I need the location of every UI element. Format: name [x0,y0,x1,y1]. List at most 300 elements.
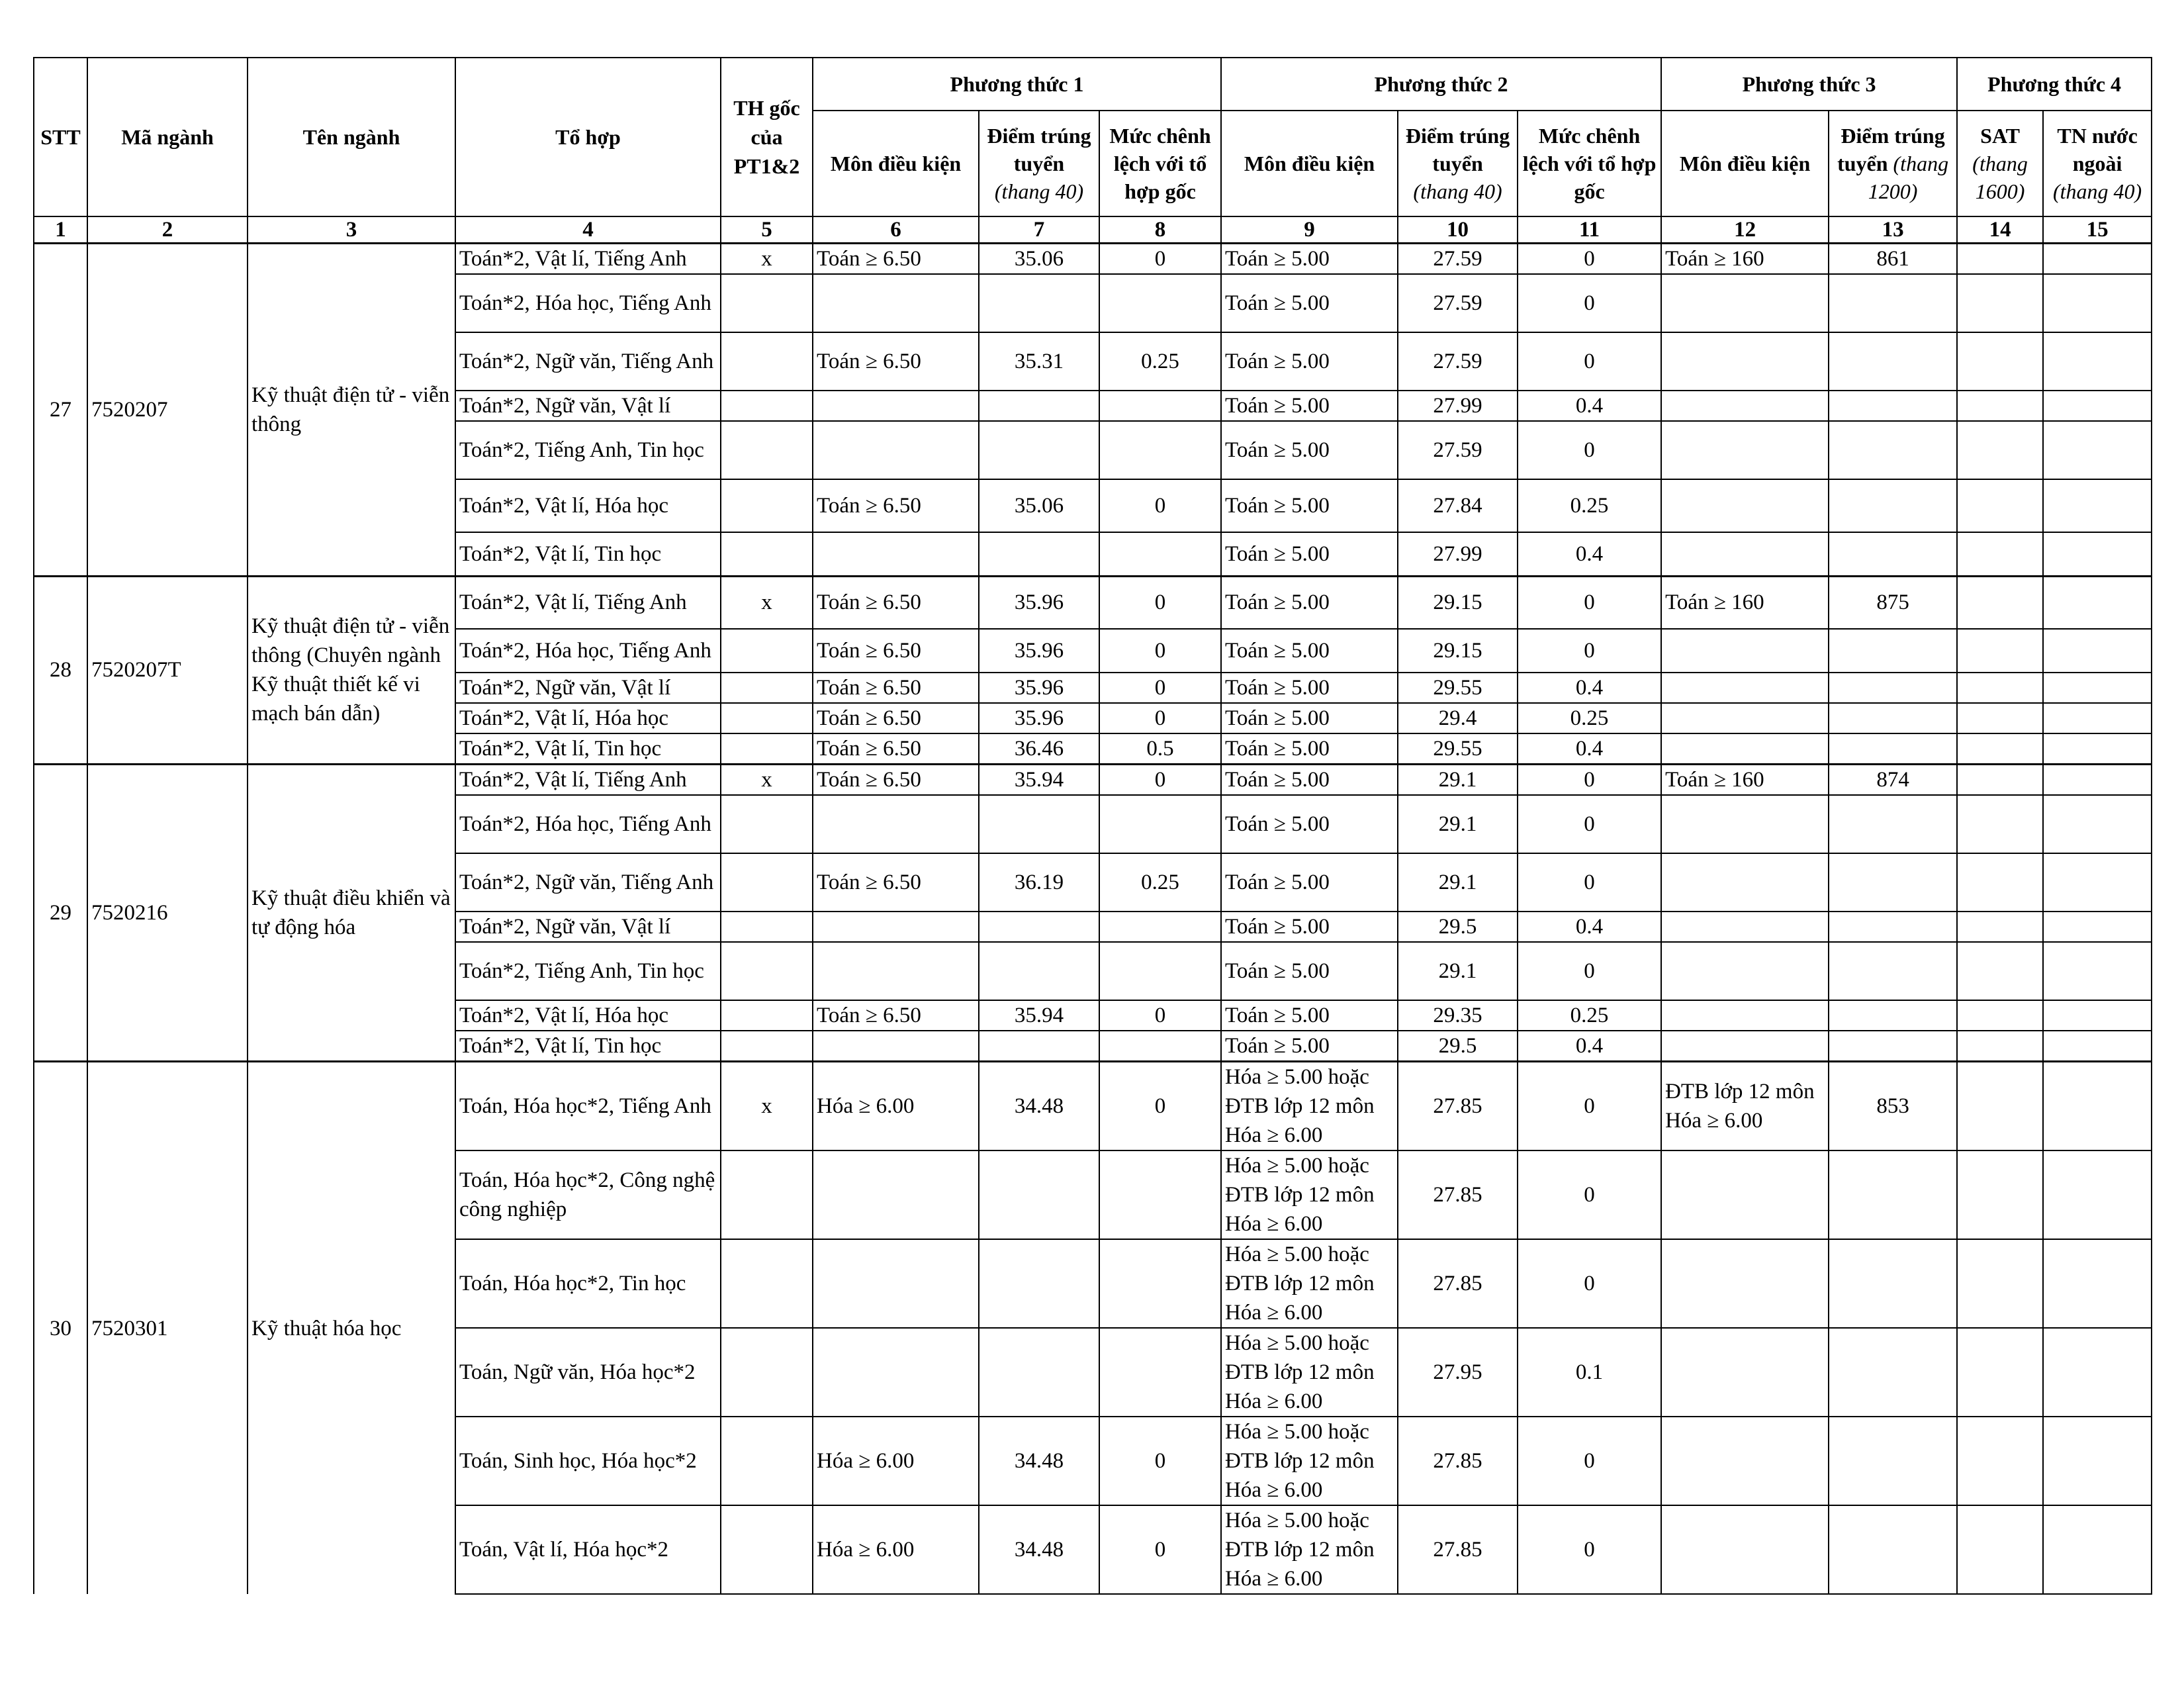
pt3-score: 861 [1829,244,1957,275]
pt1-difference: 0 [1099,1505,1221,1594]
table-row [34,1062,2152,1151]
pt4-foreign [2043,703,2152,733]
pt3-condition [1661,274,1829,332]
pt2-condition: Toán ≥ 5.00 [1221,421,1398,479]
pt1-difference: 0 [1099,576,1221,629]
pt2-difference: 0 [1518,1417,1661,1505]
pt1-score: 34.48 [979,1062,1099,1151]
header-pt1-mon-dieu-kien: Môn điều kiện [813,111,979,216]
pt1-condition [813,532,979,576]
combination: Toán*2, Vật lí, Tiếng Anh [455,576,721,629]
pt4-foreign [2043,733,2152,765]
column-number: 8 [1099,216,1221,244]
combination: Toán, Hóa học*2, Tiếng Anh [455,1062,721,1151]
pt4-sat [1957,479,2043,532]
header-pt2-diem-label: Điểm trúng tuyển [1405,124,1510,175]
column-number: 3 [248,216,455,244]
pt3-score [1829,1239,1957,1328]
pt2-score: 27.85 [1398,1062,1518,1151]
base-combination-mark [721,1417,813,1505]
pt2-difference: 0.25 [1518,703,1661,733]
pt2-score: 27.84 [1398,479,1518,532]
base-combination-mark [721,703,813,733]
pt2-score: 29.1 [1398,853,1518,912]
pt1-difference [1099,912,1221,942]
table-row [34,576,2152,629]
pt1-condition: Hóa ≥ 6.00 [813,1417,979,1505]
pt1-condition: Hóa ≥ 6.00 [813,1062,979,1151]
pt3-condition [1661,532,1829,576]
program-code: 7520207 [87,244,248,577]
pt1-condition: Toán ≥ 6.50 [813,629,979,673]
pt2-condition: Toán ≥ 5.00 [1221,629,1398,673]
pt4-sat [1957,1062,2043,1151]
pt2-difference: 0 [1518,1239,1661,1328]
base-combination-mark [721,853,813,912]
base-combination-mark [721,1031,813,1062]
pt4-foreign [2043,629,2152,673]
pt3-score [1829,1031,1957,1062]
header-pt2-mon-dieu-kien: Môn điều kiện [1221,111,1398,216]
program-name: Kỹ thuật điện tử - viễn thông [248,244,455,577]
pt1-difference [1099,1328,1221,1417]
pt3-score [1829,942,1957,1000]
header-pt2-diem [1398,111,1518,216]
pt2-difference: 0.4 [1518,673,1661,703]
pt3-condition [1661,795,1829,853]
header-phuong-thuc-4: Phương thức 4 [1957,58,2152,111]
combination: Toán*2, Ngữ văn, Vật lí [455,391,721,421]
pt4-foreign [2043,421,2152,479]
pt2-condition: Hóa ≥ 5.00 hoặc ĐTB lớp 12 môn Hóa ≥ 6.00 [1221,1150,1398,1239]
pt2-score: 27.59 [1398,244,1518,275]
pt2-condition: Toán ≥ 5.00 [1221,942,1398,1000]
pt2-difference: 0.1 [1518,1328,1661,1417]
pt3-score [1829,391,1957,421]
pt3-condition [1661,1505,1829,1594]
pt2-score: 29.5 [1398,912,1518,942]
column-number: 13 [1829,216,1957,244]
pt3-condition [1661,703,1829,733]
pt3-score [1829,1150,1957,1239]
header-phuong-thuc-1: Phương thức 1 [813,58,1221,111]
header-pt3-mon-dieu-kien: Môn điều kiện [1661,111,1829,216]
pt1-condition [813,1328,979,1417]
header-pt1-diem [979,111,1099,216]
pt2-score: 27.99 [1398,391,1518,421]
base-combination-mark [721,421,813,479]
pt4-sat [1957,942,2043,1000]
pt1-score [979,391,1099,421]
pt1-difference: 0 [1099,673,1221,703]
pt1-difference [1099,274,1221,332]
column-number: 4 [455,216,721,244]
pt1-difference: 0.25 [1099,332,1221,391]
header-pt3-diem-label: Điểm trúng tuyển [1837,124,1945,175]
pt4-sat [1957,576,2043,629]
program-stt: 28 [34,576,87,765]
column-number: 10 [1398,216,1518,244]
pt3-condition [1661,421,1829,479]
pt2-score: 27.85 [1398,1239,1518,1328]
header-pt1-diem-scale: (thang 40) [994,179,1084,203]
pt1-condition: Toán ≥ 6.50 [813,673,979,703]
combination: Toán*2, Tiếng Anh, Tin học [455,421,721,479]
pt3-score [1829,332,1957,391]
pt2-score: 29.5 [1398,1031,1518,1062]
pt3-condition [1661,391,1829,421]
pt2-condition: Toán ≥ 5.00 [1221,332,1398,391]
pt3-condition [1661,1150,1829,1239]
combination: Toán, Hóa học*2, Công nghệ công nghiệp [455,1150,721,1239]
pt3-score [1829,673,1957,703]
pt2-condition: Toán ≥ 5.00 [1221,532,1398,576]
pt1-condition [813,795,979,853]
pt3-condition [1661,332,1829,391]
table-row [34,244,2152,275]
pt2-score: 29.1 [1398,942,1518,1000]
combination: Toán*2, Vật lí, Tin học [455,733,721,765]
combination: Toán, Hóa học*2, Tin học [455,1239,721,1328]
combination: Toán*2, Vật lí, Tiếng Anh [455,765,721,796]
base-combination-mark [721,1505,813,1594]
pt1-score: 34.48 [979,1417,1099,1505]
pt2-score: 27.59 [1398,274,1518,332]
pt3-score [1829,1505,1957,1594]
pt4-foreign [2043,1031,2152,1062]
pt3-score [1829,912,1957,942]
pt3-score [1829,853,1957,912]
base-combination-mark: x [721,576,813,629]
pt1-score [979,1031,1099,1062]
pt4-foreign [2043,391,2152,421]
combination: Toán*2, Vật lí, Hóa học [455,479,721,532]
base-combination-mark [721,479,813,532]
combination: Toán*2, Vật lí, Tin học [455,532,721,576]
base-combination-mark [721,332,813,391]
pt1-condition: Toán ≥ 6.50 [813,244,979,275]
header-pt4-tn-label: TN nước ngoài [2057,124,2138,175]
pt1-condition [813,421,979,479]
header-pt3-diem [1829,111,1957,216]
pt3-condition: Toán ≥ 160 [1661,765,1829,796]
pt1-score: 35.96 [979,673,1099,703]
pt2-score: 29.1 [1398,795,1518,853]
pt4-sat [1957,1239,2043,1328]
pt4-foreign [2043,332,2152,391]
pt2-score: 29.4 [1398,703,1518,733]
combination: Toán*2, Vật lí, Tiếng Anh [455,244,721,275]
pt2-condition: Toán ≥ 5.00 [1221,244,1398,275]
pt1-condition: Toán ≥ 6.50 [813,765,979,796]
pt1-score: 35.96 [979,629,1099,673]
pt3-score [1829,733,1957,765]
pt4-foreign [2043,673,2152,703]
pt1-condition [813,274,979,332]
combination: Toán, Ngữ văn, Hóa học*2 [455,1328,721,1417]
pt1-condition: Toán ≥ 6.50 [813,1000,979,1031]
pt2-condition: Toán ≥ 5.00 [1221,853,1398,912]
pt2-difference: 0 [1518,1505,1661,1594]
pt1-difference [1099,421,1221,479]
program-stt: 27 [34,244,87,577]
pt4-sat [1957,421,2043,479]
header-pt3-diem-scale: (thang 1200) [1868,152,1949,203]
pt4-sat [1957,332,2043,391]
header-to-hop: Tổ hợp [455,58,721,216]
pt4-sat [1957,244,2043,275]
header-pt4-sat-label: SAT [1980,124,2021,148]
pt1-condition: Toán ≥ 6.50 [813,576,979,629]
pt2-condition: Toán ≥ 5.00 [1221,795,1398,853]
base-combination-mark [721,391,813,421]
pt2-score: 29.35 [1398,1000,1518,1031]
combination: Toán, Vật lí, Hóa học*2 [455,1505,721,1594]
column-number: 1 [34,216,87,244]
admission-score-table [33,57,2152,1595]
header-pt4-tn-scale: (thang 40) [2052,179,2142,203]
pt2-difference: 0 [1518,765,1661,796]
pt2-difference: 0 [1518,576,1661,629]
header-phuong-thuc-3: Phương thức 3 [1661,58,1957,111]
base-combination-mark: x [721,1062,813,1151]
header-ma-nganh: Mã ngành [87,58,248,216]
pt2-difference: 0.4 [1518,532,1661,576]
column-number: 2 [87,216,248,244]
pt4-sat [1957,765,2043,796]
header-phuong-thuc-2: Phương thức 2 [1221,58,1661,111]
header-ten-nganh: Tên ngành [248,58,455,216]
pt1-score: 35.94 [979,1000,1099,1031]
pt3-condition [1661,912,1829,942]
pt2-difference: 0 [1518,629,1661,673]
pt4-sat [1957,1150,2043,1239]
pt4-sat [1957,532,2043,576]
pt1-score: 34.48 [979,1505,1099,1594]
pt4-sat [1957,795,2043,853]
pt4-sat [1957,853,2043,912]
pt1-condition: Hóa ≥ 6.00 [813,1505,979,1594]
pt4-sat [1957,391,2043,421]
pt2-condition: Toán ≥ 5.00 [1221,1000,1398,1031]
pt1-difference [1099,1031,1221,1062]
pt1-condition: Toán ≥ 6.50 [813,733,979,765]
pt1-condition [813,912,979,942]
pt2-condition: Toán ≥ 5.00 [1221,765,1398,796]
pt2-condition: Toán ≥ 5.00 [1221,673,1398,703]
column-number: 15 [2043,216,2152,244]
pt1-difference: 0 [1099,765,1221,796]
pt1-difference [1099,1239,1221,1328]
combination: Toán*2, Vật lí, Hóa học [455,703,721,733]
pt2-difference: 0 [1518,1150,1661,1239]
pt2-score: 29.15 [1398,576,1518,629]
pt3-score: 875 [1829,576,1957,629]
pt1-score [979,912,1099,942]
base-combination-mark [721,912,813,942]
pt3-condition [1661,1417,1829,1505]
pt3-score [1829,1000,1957,1031]
pt1-score: 35.96 [979,703,1099,733]
pt3-score [1829,421,1957,479]
pt1-difference [1099,942,1221,1000]
combination: Toán*2, Ngữ văn, Vật lí [455,912,721,942]
pt3-score [1829,703,1957,733]
pt1-score [979,942,1099,1000]
pt1-condition: Toán ≥ 6.50 [813,853,979,912]
base-combination-mark [721,1239,813,1328]
pt1-score [979,274,1099,332]
base-combination-mark [721,673,813,703]
pt1-condition [813,1031,979,1062]
pt1-condition [813,1239,979,1328]
pt2-difference: 0.4 [1518,391,1661,421]
pt4-foreign [2043,765,2152,796]
pt2-difference: 0 [1518,853,1661,912]
pt4-sat [1957,673,2043,703]
pt4-sat [1957,1000,2043,1031]
pt1-score [979,795,1099,853]
column-number: 7 [979,216,1099,244]
pt4-sat [1957,703,2043,733]
pt4-foreign [2043,795,2152,853]
pt1-difference: 0 [1099,479,1221,532]
pt4-foreign [2043,1239,2152,1328]
program-name: Kỹ thuật điện tử - viễn thông (Chuyên ngành Kỹ thuật thiết kế vi mạch bán dẫn) [248,576,455,765]
pt1-difference: 0.25 [1099,853,1221,912]
header-pt4-tn [2043,111,2152,216]
pt3-score: 853 [1829,1062,1957,1151]
column-number: 12 [1661,216,1829,244]
column-number: 5 [721,216,813,244]
pt4-foreign [2043,274,2152,332]
pt2-difference: 0 [1518,942,1661,1000]
pt3-score [1829,1417,1957,1505]
pt2-difference: 0.4 [1518,733,1661,765]
base-combination-mark [721,1000,813,1031]
combination: Toán*2, Tiếng Anh, Tin học [455,942,721,1000]
pt2-score: 27.59 [1398,421,1518,479]
pt4-sat [1957,912,2043,942]
pt2-condition: Toán ≥ 5.00 [1221,274,1398,332]
pt3-condition [1661,942,1829,1000]
program-code: 7520301 [87,1062,248,1595]
pt4-foreign [2043,244,2152,275]
combination: Toán*2, Hóa học, Tiếng Anh [455,795,721,853]
combination: Toán*2, Vật lí, Hóa học [455,1000,721,1031]
pt2-condition: Toán ≥ 5.00 [1221,733,1398,765]
pt2-difference: 0 [1518,421,1661,479]
pt1-score [979,532,1099,576]
pt3-score [1829,274,1957,332]
pt1-score: 35.31 [979,332,1099,391]
pt4-sat [1957,629,2043,673]
base-combination-mark [721,942,813,1000]
table-body [34,244,2152,1595]
pt1-difference: 0 [1099,629,1221,673]
pt2-difference: 0.25 [1518,1000,1661,1031]
program-name: Kỹ thuật điều khiển và tự động hóa [248,765,455,1062]
pt4-sat [1957,1328,2043,1417]
header-th-goc: TH gốc của PT1&2 [721,58,813,216]
pt2-condition: Toán ≥ 5.00 [1221,479,1398,532]
column-number: 6 [813,216,979,244]
pt2-score: 29.15 [1398,629,1518,673]
pt1-difference [1099,391,1221,421]
pt2-difference: 0.4 [1518,912,1661,942]
base-combination-mark [721,733,813,765]
pt2-condition: Toán ≥ 5.00 [1221,703,1398,733]
pt3-condition [1661,1239,1829,1328]
column-number-row [34,216,2152,244]
column-number: 9 [1221,216,1398,244]
pt4-foreign [2043,853,2152,912]
pt1-condition [813,942,979,1000]
pt1-score: 36.19 [979,853,1099,912]
base-combination-mark: x [721,765,813,796]
pt4-sat [1957,274,2043,332]
pt3-condition [1661,1000,1829,1031]
column-number: 11 [1518,216,1661,244]
pt1-score: 35.94 [979,765,1099,796]
pt4-foreign [2043,1062,2152,1151]
base-combination-mark [721,532,813,576]
pt4-sat [1957,1417,2043,1505]
pt4-foreign [2043,1505,2152,1594]
pt1-condition [813,391,979,421]
combination: Toán*2, Ngữ văn, Vật lí [455,673,721,703]
pt2-difference: 0.25 [1518,479,1661,532]
pt4-foreign [2043,942,2152,1000]
pt3-condition [1661,629,1829,673]
pt3-score [1829,795,1957,853]
pt4-foreign [2043,479,2152,532]
pt3-condition [1661,1328,1829,1417]
pt4-foreign [2043,1328,2152,1417]
table-row [34,765,2152,796]
pt1-score [979,1328,1099,1417]
pt1-condition: Toán ≥ 6.50 [813,703,979,733]
pt3-condition: Toán ≥ 160 [1661,576,1829,629]
pt3-condition [1661,1031,1829,1062]
pt1-difference [1099,532,1221,576]
pt1-score [979,1239,1099,1328]
pt2-score: 29.55 [1398,733,1518,765]
combination: Toán*2, Hóa học, Tiếng Anh [455,274,721,332]
program-stt: 29 [34,765,87,1062]
pt3-score [1829,1328,1957,1417]
pt3-condition: Toán ≥ 160 [1661,244,1829,275]
pt2-difference: 0 [1518,1062,1661,1151]
combination: Toán, Sinh học, Hóa học*2 [455,1417,721,1505]
pt3-score [1829,479,1957,532]
combination: Toán*2, Ngữ văn, Tiếng Anh [455,332,721,391]
pt2-score: 27.59 [1398,332,1518,391]
pt2-condition: Hóa ≥ 5.00 hoặc ĐTB lớp 12 môn Hóa ≥ 6.00 [1221,1062,1398,1151]
pt1-difference: 0 [1099,1000,1221,1031]
pt3-condition [1661,673,1829,703]
pt3-condition: ĐTB lớp 12 môn Hóa ≥ 6.00 [1661,1062,1829,1151]
header-pt1-diem-label: Điểm trúng tuyển [987,124,1091,175]
pt4-sat [1957,1031,2043,1062]
header-pt4-sat-scale: (thang 1600) [1972,152,2028,203]
pt2-difference: 0 [1518,332,1661,391]
pt4-foreign [2043,1000,2152,1031]
pt2-condition: Toán ≥ 5.00 [1221,576,1398,629]
base-combination-mark: x [721,244,813,275]
pt2-difference: 0 [1518,795,1661,853]
pt3-condition [1661,479,1829,532]
